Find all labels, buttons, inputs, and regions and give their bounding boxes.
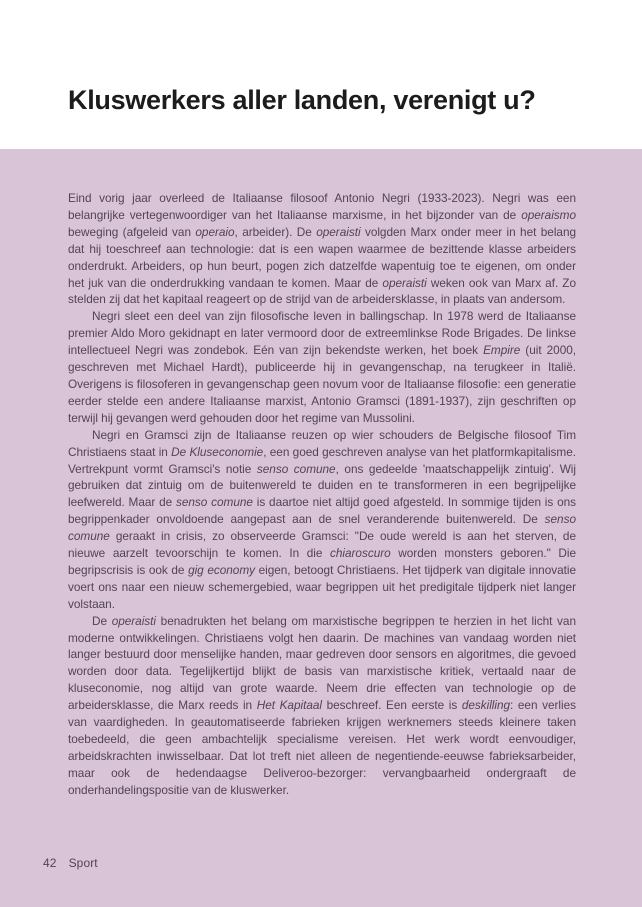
italic-text-run: chiaroscuro [330,546,391,561]
italic-text-run: operaisti [316,224,361,239]
italic-text-run: senso comune [256,461,336,476]
page-number: 42 [43,856,57,870]
text-run: volgden Marx onder meer in het belang dat hij toeschreef aan technologie: dat is een wapen waarmee de bezittende klasse arbeiders onderdrukt. Arbeiders, op hun beurt, pogen zich datzelfde wapentuig toe te eigenen, om onder het juk van die onderdrukking vandaan te komen. Maar de [68,224,577,290]
page-title: Kluswerkers aller landen, verenigt u? [68,85,536,115]
page-header [0,0,642,149]
text-run: benadrukten het belang om marxistische begrippen te herzien in het licht van moderne ontwikkelingen. Christiaens volgt hen daarin. De machines van vandaag worden niet langer bestuurd door menselijke handen, maar gedreven door sensors en algoritmes, die gevoed worden door data. Tegelijkertijd blijkt de basis van marxistische kritiek, vertaald naar de kluseconomie, nog altijd van grote waarde. Neem drie effecten van technologie op de arbeidersklasse, die Marx reeds in [68,613,576,713]
article-paragraph [68,613,576,799]
article-panel [0,149,642,907]
article-paragraph [68,308,576,426]
section-label: Sport [68,856,98,870]
italic-text-run: Het Kapitaal [256,698,322,713]
text-run: eigen, betoogt Christiaens. Het tijdperk van digitale innovatie voert ons naar een nieuw schemergebied, waar begrippen uit het predigitale tijdperk niet langer volstaan. [68,562,576,611]
text-run: , een goed geschreven analyse van het platformkapitalisme. Vertrekpunt vormt Gramsci's notie [68,444,576,476]
italic-text-run: operaismo [521,207,576,222]
page-footer [43,856,98,870]
italic-text-run: senso comune [176,495,253,510]
text-run: is daartoe niet altijd goed afgesteld. In sommige tijden is ons begrippenkader onvoldoende aangepast aan de snel veranderende buitenwereld. De [68,495,576,527]
italic-text-run: gig economy [188,562,255,577]
article-body [68,190,576,799]
italic-text-run: Empire [483,343,521,358]
text-run: beweging (afgeleid van [68,224,196,239]
text-run: Eind vorig jaar overleed de Italiaanse filosoof Antonio Negri (1933-2023). Negri was een belangrijke vertegenwoordiger van het Italiaanse marxisme, in het bijzonder van de [68,191,576,222]
text-run: , ons gedeelde 'maatschappelijk zintuig'. Wij gebruiken dat zintuig om de buitenwereld te duiden en te transformeren in een begrijpelijke leefwereld. Maar de [68,461,576,510]
text-run: : een verlies van vaardigheden. In geautomatiseerde fabrieken krijgen werknemers steeds kleinere taken toebedeeld, die geen ambachtelijk specialisme vereisen. Het werk wordt eenvoudiger, arbeidskrachten inwisselbaar. Dat lot treft niet alleen de negentiende-eeuwse fabrieksarbeider, maar ook de hedendaagse Deliveroo-bezorger: vervangbaarheid ondergraaft de onderhandelingspositie van de kluswerker. [68,698,576,797]
text-run: (uit 2000, geschreven met Michael Hardt), publiceerde hij in gevangenschap, na terugkeer in Italië. Overigens is filosoferen in gevangenschap geen novum voor de Italiaanse filosofie: een generatie eerder stelde een andere Italiaanse marxist, Antonio Gramsci (1891-1937), zijn geschriften op terwijl hij gevangen werd gehouden door het regime van Mussolini. [68,343,576,425]
article-paragraph [68,427,576,613]
italic-text-run: operaisti [382,275,427,290]
italic-text-run: operaio [195,224,235,239]
text-run: geraakt in crisis, zo observeerde Gramsci: "De oude wereld is aan het sterven, de nieuwe aarzelt tevoorschijn te komen. In die [68,529,576,561]
italic-text-run: De Kluseconomie [171,444,264,459]
text-run: Negri sleet een deel van zijn filosofische leven in ballingschap. In 1978 werd de Italiaanse premier Aldo Moro gekidnapt en later vermoord door de extreemlinkse Rode Brigades. De linkse intellectueel Negri was zondebok. Eén van zijn bekendste werken, het boek [68,309,576,358]
text-run: De [92,613,112,628]
italic-text-run: deskilling [461,698,511,713]
text-run: Negri en Gramsci zijn de Italiaanse reuzen op wier schouders de Belgische filosoof Tim Christiaens staat in [68,427,576,459]
text-run: worden monsters geboren." Die begripscrisis is ook de [68,546,577,577]
text-run: , arbeider). De [234,224,317,239]
text-run: weken ook van Marx af. Zo stelden zij dat het kapitaal reageert op de strijd van de arbeidersklasse, in plaats van andersom. [68,275,576,307]
italic-text-run: senso comune [68,512,576,544]
italic-text-run: operaisti [111,613,157,628]
text-run: beschreef. Een eerste is [322,698,462,713]
article-paragraph [68,190,576,308]
